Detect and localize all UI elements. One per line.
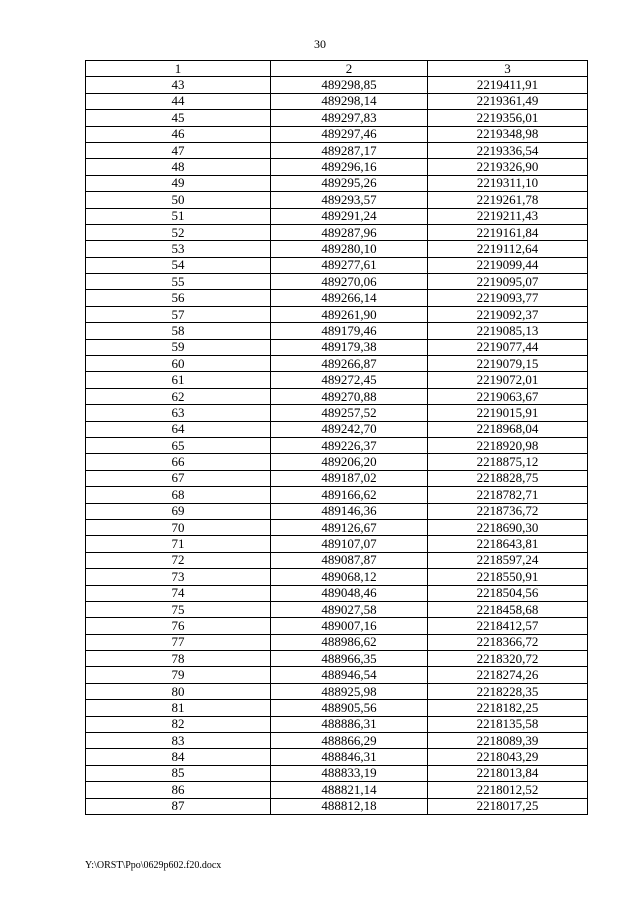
table-row bbox=[86, 142, 588, 158]
cell-y-coordinate: 2218643,81 bbox=[428, 536, 588, 552]
cell-y-coordinate: 2218875,12 bbox=[428, 454, 588, 470]
table-row bbox=[86, 536, 588, 552]
cell-point-number: 76 bbox=[86, 618, 271, 634]
table-row bbox=[86, 683, 588, 699]
cell-point-number: 50 bbox=[86, 192, 271, 208]
table-row bbox=[86, 274, 588, 290]
cell-y-coordinate: 2218089,39 bbox=[428, 733, 588, 749]
cell-x-coordinate: 488925,98 bbox=[271, 683, 428, 699]
cell-x-coordinate: 489048,46 bbox=[271, 585, 428, 601]
cell-point-number: 58 bbox=[86, 323, 271, 339]
cell-x-coordinate: 488821,14 bbox=[271, 782, 428, 798]
cell-x-coordinate: 489291,24 bbox=[271, 208, 428, 224]
table-row bbox=[86, 585, 588, 601]
cell-point-number: 67 bbox=[86, 470, 271, 486]
cell-y-coordinate: 2219411,91 bbox=[428, 77, 588, 93]
table-row bbox=[86, 437, 588, 453]
cell-point-number: 73 bbox=[86, 569, 271, 585]
footer-file-path: Y:\ORST\Ppo\0629p602.f20.docx bbox=[85, 860, 222, 871]
cell-x-coordinate: 489126,67 bbox=[271, 519, 428, 535]
cell-point-number: 84 bbox=[86, 749, 271, 765]
table-row bbox=[86, 601, 588, 617]
cell-point-number: 59 bbox=[86, 339, 271, 355]
cell-point-number: 86 bbox=[86, 782, 271, 798]
table-row bbox=[86, 503, 588, 519]
cell-point-number: 48 bbox=[86, 159, 271, 175]
table-body bbox=[86, 77, 588, 815]
cell-point-number: 45 bbox=[86, 110, 271, 126]
cell-point-number: 66 bbox=[86, 454, 271, 470]
cell-x-coordinate: 489280,10 bbox=[271, 241, 428, 257]
cell-x-coordinate: 489068,12 bbox=[271, 569, 428, 585]
page-number: 30 bbox=[314, 37, 326, 51]
cell-point-number: 82 bbox=[86, 716, 271, 732]
cell-x-coordinate: 489277,61 bbox=[271, 257, 428, 273]
table-header bbox=[86, 61, 588, 77]
cell-y-coordinate: 2219077,44 bbox=[428, 339, 588, 355]
table-row bbox=[86, 306, 588, 322]
cell-point-number: 77 bbox=[86, 634, 271, 650]
table-row bbox=[86, 700, 588, 716]
header-cell-y-coordinate: 3 bbox=[428, 61, 588, 77]
table-row bbox=[86, 77, 588, 93]
cell-y-coordinate: 2218968,04 bbox=[428, 421, 588, 437]
cell-x-coordinate: 489007,16 bbox=[271, 618, 428, 634]
cell-point-number: 71 bbox=[86, 536, 271, 552]
cell-y-coordinate: 2218043,29 bbox=[428, 749, 588, 765]
table-row bbox=[86, 257, 588, 273]
table-row bbox=[86, 323, 588, 339]
cell-point-number: 69 bbox=[86, 503, 271, 519]
cell-x-coordinate: 489146,36 bbox=[271, 503, 428, 519]
table-row bbox=[86, 765, 588, 781]
table-row bbox=[86, 224, 588, 240]
cell-x-coordinate: 489293,57 bbox=[271, 192, 428, 208]
cell-x-coordinate: 489295,26 bbox=[271, 175, 428, 191]
cell-y-coordinate: 2218013,84 bbox=[428, 765, 588, 781]
cell-y-coordinate: 2219085,13 bbox=[428, 323, 588, 339]
cell-y-coordinate: 2219261,78 bbox=[428, 192, 588, 208]
cell-x-coordinate: 489187,02 bbox=[271, 470, 428, 486]
cell-point-number: 47 bbox=[86, 142, 271, 158]
table-row bbox=[86, 798, 588, 814]
cell-x-coordinate: 489270,88 bbox=[271, 388, 428, 404]
cell-x-coordinate: 489166,62 bbox=[271, 487, 428, 503]
cell-x-coordinate: 489179,38 bbox=[271, 339, 428, 355]
cell-point-number: 56 bbox=[86, 290, 271, 306]
cell-point-number: 55 bbox=[86, 274, 271, 290]
cell-x-coordinate: 489298,85 bbox=[271, 77, 428, 93]
cell-y-coordinate: 2219099,44 bbox=[428, 257, 588, 273]
cell-y-coordinate: 2218012,52 bbox=[428, 782, 588, 798]
table-row bbox=[86, 372, 588, 388]
cell-x-coordinate: 489298,14 bbox=[271, 93, 428, 109]
table-row bbox=[86, 470, 588, 486]
cell-point-number: 44 bbox=[86, 93, 271, 109]
table-row bbox=[86, 339, 588, 355]
cell-x-coordinate: 489297,83 bbox=[271, 110, 428, 126]
table-row bbox=[86, 618, 588, 634]
cell-x-coordinate: 489296,16 bbox=[271, 159, 428, 175]
cell-point-number: 72 bbox=[86, 552, 271, 568]
table-row bbox=[86, 749, 588, 765]
cell-point-number: 51 bbox=[86, 208, 271, 224]
cell-x-coordinate: 488866,29 bbox=[271, 733, 428, 749]
cell-point-number: 52 bbox=[86, 224, 271, 240]
cell-point-number: 54 bbox=[86, 257, 271, 273]
table-row bbox=[86, 782, 588, 798]
cell-point-number: 87 bbox=[86, 798, 271, 814]
cell-y-coordinate: 2219015,91 bbox=[428, 405, 588, 421]
cell-point-number: 60 bbox=[86, 356, 271, 372]
cell-x-coordinate: 488846,31 bbox=[271, 749, 428, 765]
cell-y-coordinate: 2218550,91 bbox=[428, 569, 588, 585]
table-row bbox=[86, 733, 588, 749]
table-row bbox=[86, 93, 588, 109]
table-row bbox=[86, 356, 588, 372]
cell-x-coordinate: 489272,45 bbox=[271, 372, 428, 388]
coordinates-table bbox=[85, 60, 588, 815]
table-row bbox=[86, 519, 588, 535]
cell-x-coordinate: 489242,70 bbox=[271, 421, 428, 437]
table-row bbox=[86, 388, 588, 404]
cell-point-number: 68 bbox=[86, 487, 271, 503]
header-cell-point-number: 1 bbox=[86, 61, 271, 77]
cell-point-number: 75 bbox=[86, 601, 271, 617]
cell-y-coordinate: 2219092,37 bbox=[428, 306, 588, 322]
table-row bbox=[86, 159, 588, 175]
table-row bbox=[86, 421, 588, 437]
cell-x-coordinate: 488946,54 bbox=[271, 667, 428, 683]
cell-y-coordinate: 2219356,01 bbox=[428, 110, 588, 126]
table-row bbox=[86, 126, 588, 142]
cell-point-number: 53 bbox=[86, 241, 271, 257]
table-row bbox=[86, 651, 588, 667]
cell-y-coordinate: 2219348,98 bbox=[428, 126, 588, 142]
table-row bbox=[86, 241, 588, 257]
cell-x-coordinate: 489179,46 bbox=[271, 323, 428, 339]
cell-y-coordinate: 2218135,58 bbox=[428, 716, 588, 732]
cell-point-number: 64 bbox=[86, 421, 271, 437]
cell-point-number: 49 bbox=[86, 175, 271, 191]
cell-y-coordinate: 2219079,15 bbox=[428, 356, 588, 372]
cell-y-coordinate: 2218828,75 bbox=[428, 470, 588, 486]
cell-y-coordinate: 2219326,90 bbox=[428, 159, 588, 175]
cell-x-coordinate: 489206,20 bbox=[271, 454, 428, 470]
cell-point-number: 80 bbox=[86, 683, 271, 699]
cell-y-coordinate: 2219161,84 bbox=[428, 224, 588, 240]
header-row bbox=[86, 61, 588, 77]
cell-y-coordinate: 2219112,64 bbox=[428, 241, 588, 257]
cell-y-coordinate: 2218458,68 bbox=[428, 601, 588, 617]
cell-y-coordinate: 2218690,30 bbox=[428, 519, 588, 535]
cell-point-number: 62 bbox=[86, 388, 271, 404]
cell-x-coordinate: 489087,87 bbox=[271, 552, 428, 568]
table-row bbox=[86, 208, 588, 224]
cell-y-coordinate: 2218366,72 bbox=[428, 634, 588, 650]
cell-y-coordinate: 2219361,49 bbox=[428, 93, 588, 109]
cell-y-coordinate: 2218320,72 bbox=[428, 651, 588, 667]
cell-point-number: 70 bbox=[86, 519, 271, 535]
cell-point-number: 78 bbox=[86, 651, 271, 667]
cell-point-number: 79 bbox=[86, 667, 271, 683]
cell-y-coordinate: 2218736,72 bbox=[428, 503, 588, 519]
cell-point-number: 46 bbox=[86, 126, 271, 142]
cell-x-coordinate: 488986,62 bbox=[271, 634, 428, 650]
cell-y-coordinate: 2219211,43 bbox=[428, 208, 588, 224]
table-row bbox=[86, 667, 588, 683]
cell-y-coordinate: 2219336,54 bbox=[428, 142, 588, 158]
table-row bbox=[86, 110, 588, 126]
table-row bbox=[86, 716, 588, 732]
cell-point-number: 63 bbox=[86, 405, 271, 421]
cell-point-number: 65 bbox=[86, 437, 271, 453]
cell-x-coordinate: 489297,46 bbox=[271, 126, 428, 142]
table-row bbox=[86, 405, 588, 421]
cell-x-coordinate: 488905,56 bbox=[271, 700, 428, 716]
cell-y-coordinate: 2218412,57 bbox=[428, 618, 588, 634]
cell-point-number: 81 bbox=[86, 700, 271, 716]
cell-y-coordinate: 2218274,26 bbox=[428, 667, 588, 683]
cell-y-coordinate: 2219093,77 bbox=[428, 290, 588, 306]
table-row bbox=[86, 552, 588, 568]
cell-x-coordinate: 489226,37 bbox=[271, 437, 428, 453]
cell-y-coordinate: 2219072,01 bbox=[428, 372, 588, 388]
cell-y-coordinate: 2218228,35 bbox=[428, 683, 588, 699]
cell-x-coordinate: 489270,06 bbox=[271, 274, 428, 290]
cell-x-coordinate: 489261,90 bbox=[271, 306, 428, 322]
cell-y-coordinate: 2218504,56 bbox=[428, 585, 588, 601]
cell-x-coordinate: 489266,14 bbox=[271, 290, 428, 306]
cell-x-coordinate: 488833,19 bbox=[271, 765, 428, 781]
table-row bbox=[86, 290, 588, 306]
table-row bbox=[86, 487, 588, 503]
cell-point-number: 83 bbox=[86, 733, 271, 749]
cell-y-coordinate: 2218920,98 bbox=[428, 437, 588, 453]
table-row bbox=[86, 569, 588, 585]
cell-y-coordinate: 2219311,10 bbox=[428, 175, 588, 191]
cell-y-coordinate: 2218782,71 bbox=[428, 487, 588, 503]
cell-x-coordinate: 489266,87 bbox=[271, 356, 428, 372]
cell-point-number: 74 bbox=[86, 585, 271, 601]
cell-y-coordinate: 2218597,24 bbox=[428, 552, 588, 568]
cell-x-coordinate: 488812,18 bbox=[271, 798, 428, 814]
cell-point-number: 85 bbox=[86, 765, 271, 781]
cell-x-coordinate: 489257,52 bbox=[271, 405, 428, 421]
cell-point-number: 43 bbox=[86, 77, 271, 93]
cell-x-coordinate: 489107,07 bbox=[271, 536, 428, 552]
cell-x-coordinate: 489287,17 bbox=[271, 142, 428, 158]
cell-point-number: 61 bbox=[86, 372, 271, 388]
cell-x-coordinate: 488886,31 bbox=[271, 716, 428, 732]
cell-x-coordinate: 489027,58 bbox=[271, 601, 428, 617]
cell-x-coordinate: 489287,96 bbox=[271, 224, 428, 240]
cell-x-coordinate: 488966,35 bbox=[271, 651, 428, 667]
cell-y-coordinate: 2218182,25 bbox=[428, 700, 588, 716]
table-row bbox=[86, 192, 588, 208]
table-row bbox=[86, 454, 588, 470]
cell-y-coordinate: 2219063,67 bbox=[428, 388, 588, 404]
cell-y-coordinate: 2218017,25 bbox=[428, 798, 588, 814]
cell-point-number: 57 bbox=[86, 306, 271, 322]
cell-y-coordinate: 2219095,07 bbox=[428, 274, 588, 290]
header-cell-x-coordinate: 2 bbox=[271, 61, 428, 77]
table-row bbox=[86, 175, 588, 191]
table-row bbox=[86, 634, 588, 650]
